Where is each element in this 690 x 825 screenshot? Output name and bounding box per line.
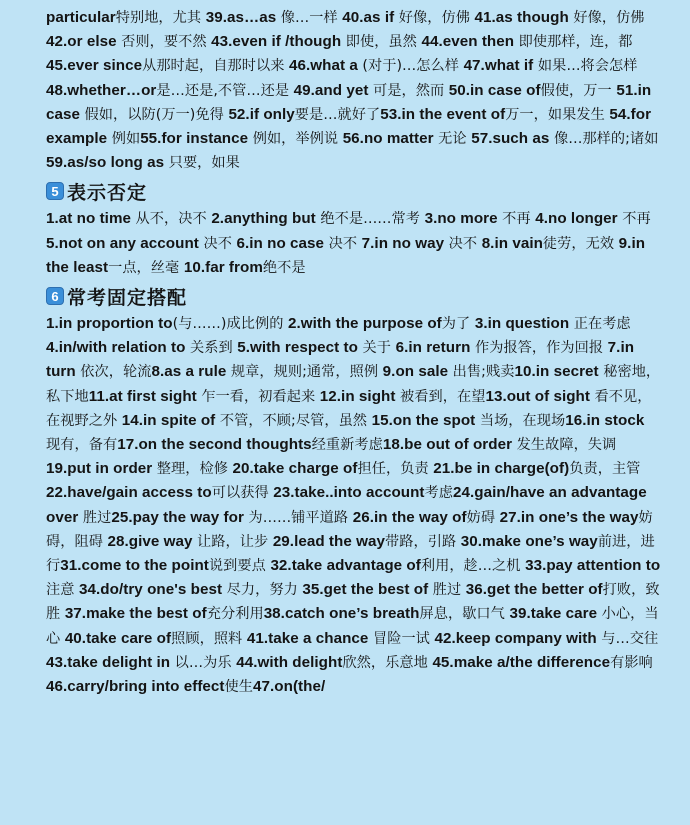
phrase-meaning: 说到要点 [208, 558, 271, 575]
phrase-term: 52.if only [228, 105, 295, 123]
phrase-term: 13.out of sight [485, 387, 590, 405]
phrase-meaning: 好像，仿佛 [394, 10, 475, 26]
phrase-meaning: 前进，进行 [46, 533, 655, 575]
phrase-term: 22.have/gain access to [46, 484, 212, 502]
phrase-term: 36.get the better of [465, 581, 603, 599]
phrase-meaning: 有影响 [610, 654, 653, 671]
phrase-term: 10.in secret [514, 363, 599, 381]
phrase-meaning: 照顾，照料 [171, 630, 247, 647]
phrase-meaning: 无论 [433, 131, 472, 148]
phrase-term: 24.gain/have an advantage over [46, 484, 647, 526]
phrase-meaning: 妨碍 [466, 509, 500, 526]
phrase-term: 44.even then [421, 33, 515, 51]
section-heading [46, 177, 662, 205]
phrase-meaning: 像…那样的;诸如 [549, 131, 659, 148]
phrase-meaning: 不再 [497, 211, 536, 228]
section-title: 常考固定搭配 [67, 286, 188, 309]
section-number-badge: 6 [46, 287, 64, 305]
phrase-meaning: 决不 [198, 235, 237, 252]
phrase-term: 1.at no time [46, 210, 131, 228]
phrase-term: 43.take delight in [46, 653, 171, 671]
phrase-term: 7.in turn [46, 339, 635, 381]
phrase-term: 6.in no case [236, 234, 325, 252]
phrase-term: 17.on the second thoughts [117, 436, 312, 454]
phrase-term: 41.take a chance [246, 629, 369, 647]
phrase-meaning: 秘密地，私下地 [46, 364, 661, 405]
phrase-term: 38.catch one’s breath [263, 605, 420, 623]
phrase-term: 45.ever since [46, 57, 143, 75]
phrase-meaning: 尽力，努力 [222, 582, 303, 599]
phrase-meaning: 屏息，歇口气 [419, 606, 510, 623]
phrase-term: 42.or else [46, 33, 117, 51]
phrase-term: 3.no more [424, 210, 498, 228]
phrase-term: 47.on(the/ [253, 678, 326, 696]
phrase-term: 51.in case [46, 81, 652, 123]
phrase-meaning: 小心，当心 [46, 606, 659, 647]
phrase-term: 31.come to the point [60, 557, 209, 575]
phrase-paragraph [46, 207, 662, 280]
phrase-meaning: 是…还是,不管…还是 [156, 82, 294, 99]
phrase-term: 21.be in charge(of) [433, 460, 570, 478]
phrase-term: 39.as…as [205, 9, 277, 26]
phrase-meaning: 不管，不顾;尽管，虽然 [215, 412, 372, 429]
phrase-meaning: 胜过 [428, 582, 466, 599]
phrase-meaning: 要是…就好了 [294, 106, 381, 123]
phrase-meaning: 假使，万一 [540, 82, 617, 99]
phrase-term: 56.no matter [342, 130, 434, 148]
phrase-meaning: 担任，负责 [357, 461, 434, 478]
phrase-meaning: 可是，然而 [368, 82, 449, 99]
phrase-meaning: 胜过 [78, 509, 112, 526]
phrase-term: 18.be out of order [382, 436, 513, 454]
phrase-meaning: 规章，规则;通常，照例 [226, 364, 383, 381]
phrase-meaning: 带路，引路 [385, 533, 461, 550]
phrase-meaning: 考虑 [424, 485, 454, 502]
phrase-meaning: 为了 [441, 316, 475, 333]
phrase-term: 55.for instance [140, 130, 249, 148]
phrase-meaning: 充分利用 [206, 606, 264, 623]
phrase-meaning: 否则，要不然 [116, 34, 212, 51]
phrase-term: 25.pay the way for [111, 508, 244, 526]
phrase-meaning: 即使那样，连，都 [514, 34, 633, 51]
phrase-term: 53.in the event of [380, 105, 506, 123]
phrase-term: 10.far from [183, 258, 263, 276]
phrase-term: 16.in stock [565, 411, 645, 429]
phrase-meaning: 利用，趁…之机 [420, 558, 526, 575]
phrase-term: 2.anything but [211, 210, 316, 228]
phrase-term: 54.for example [46, 105, 652, 148]
phrase-meaning: 使生 [224, 679, 254, 696]
phrase-meaning: (与……)成比例的 [172, 316, 289, 333]
phrase-meaning: 如果…将会怎样 [533, 58, 638, 75]
phrase-term: 14.in spite of [121, 411, 216, 429]
phrase-term: 4.no longer [535, 210, 618, 228]
phrase-term: 41.as though [474, 9, 569, 26]
phrase-term: 44.with delight [236, 653, 343, 671]
phrase-meaning: 整理，检修 [152, 461, 233, 478]
phrase-meaning: 当场，在现场 [475, 412, 566, 429]
phrase-term: 35.get the best of [302, 581, 429, 599]
phrase-term: 30.make one’s way [460, 532, 598, 550]
phrase-meaning: 好像，仿佛 [568, 10, 645, 26]
phrase-meaning: 不再 [617, 211, 651, 228]
phrase-term: 11.at first sight [88, 387, 197, 405]
phrase-term: 47.what if [463, 57, 534, 75]
phrase-term: 12.in sight [319, 387, 396, 405]
phrase-meaning: 冒险一试 [368, 630, 435, 647]
phrase-meaning: 绝不是 [262, 259, 306, 276]
phrase-meaning: 让路，让步 [192, 533, 273, 550]
phrase-meaning: 只要，如果 [164, 155, 240, 172]
phrase-meaning: 可以获得 [211, 485, 274, 502]
phrase-term: 46.what a [289, 57, 358, 75]
phrase-meaning: 与…交往 [596, 630, 659, 647]
phrase-term: 1.in proportion to [46, 315, 173, 333]
phrase-meaning: 负责，主管 [569, 461, 641, 478]
phrase-term: 32.take advantage of [270, 557, 421, 575]
phrase-term: 8.in vain [481, 234, 543, 252]
phrase-term: 46.carry/bring into effect [46, 678, 225, 696]
phrase-term: 6.in return [395, 339, 471, 357]
phrase-term: 5.not on any account [46, 234, 199, 252]
phrase-meaning: 打败，致胜 [46, 582, 660, 623]
phrase-meaning: 假如，以防(万一)免得 [80, 106, 229, 123]
phrase-meaning: 决不 [444, 235, 482, 252]
phrase-meaning: 特别地，尤其 [115, 10, 206, 26]
phrase-meaning: 以…为乐 [170, 654, 237, 671]
section-number-badge: 5 [46, 182, 64, 200]
phrase-meaning: 被看到，在望 [395, 388, 486, 405]
phrase-term: 2.with the purpose of [288, 315, 442, 333]
phrase-meaning: 现有，备有 [46, 437, 118, 454]
phrase-meaning: 依次，轮流 [75, 364, 152, 381]
phrase-term: 3.in question [474, 315, 570, 333]
phrase-meaning: 正在考虑 [569, 316, 631, 333]
phrase-term: 57.such as [471, 130, 550, 148]
phrase-meaning: 徒劳，无效 [542, 235, 619, 252]
phrase-meaning: 经重新考虑 [311, 437, 383, 454]
phrase-term: 39.take care [509, 605, 598, 623]
phrase-meaning: 注意 [46, 582, 80, 599]
phrase-term: 5.with respect to [237, 339, 358, 357]
phrase-term: 20.take charge of [232, 460, 358, 478]
phrase-term: 9.on sale [382, 363, 449, 381]
phrase-meaning: 欣然，乐意地 [342, 654, 433, 671]
phrase-term: 45.make a/the difference [432, 653, 611, 671]
phrase-term: 29.lead the way [272, 532, 385, 550]
phrase-meaning: 出售;贱卖 [448, 364, 515, 381]
phrase-meaning: 绝不是……常考 [315, 211, 425, 228]
phrase-term: 7.in no way [361, 234, 445, 252]
phrase-meaning: 从不，决不 [131, 211, 212, 228]
phrase-term: 28.give way [107, 532, 193, 550]
phrase-term: 42.keep company with [434, 629, 597, 647]
phrase-meaning: 万一，如果发生 [505, 106, 610, 123]
phrase-meaning: 乍一看，初看起来 [196, 388, 320, 405]
phrase-term: 9.in the least [46, 234, 646, 276]
section-heading [46, 282, 662, 310]
phrase-meaning: 决不 [324, 235, 362, 252]
phrase-term: 49.and yet [293, 81, 369, 99]
phrase-term: particular [46, 9, 116, 26]
phrase-term: 59.as/so long as [46, 154, 165, 172]
phrase-meaning: 从那时起，自那时以来 [142, 58, 290, 75]
phrase-meaning: 关系到 [185, 340, 238, 357]
phrase-paragraph [46, 6, 662, 175]
phrase-meaning: 例如 [107, 131, 141, 148]
phrase-meaning: (对于)…怎么样 [357, 58, 464, 75]
phrase-meaning: 发生故障，失调 [512, 437, 617, 454]
phrase-meaning: 一点，丝毫 [108, 259, 184, 276]
phrase-term: 8.as a rule [151, 363, 227, 381]
phrase-term: 48.whether…or [46, 81, 157, 99]
phrase-term: 23.take..into account [273, 484, 425, 502]
phrase-term: 15.on the spot [371, 411, 476, 429]
phrase-meaning: 例如，举例说 [248, 131, 343, 148]
phrase-term: 37.make the best of [64, 605, 207, 623]
phrase-meaning: 像…一样 [276, 10, 343, 26]
phrase-term: 40.as if [342, 9, 395, 26]
phrase-term: 34.do/try one's best [79, 581, 223, 599]
phrase-term: 26.in the way of [352, 508, 467, 526]
phrase-meaning: 关于 [357, 340, 396, 357]
phrase-meaning: 为……铺平道路 [243, 509, 353, 526]
phrase-meaning: 即使，虽然 [341, 34, 422, 51]
phrase-term: 4.in/with relation to [46, 339, 186, 357]
phrase-meaning: 妨碍，阻碍 [46, 509, 653, 550]
phrase-term: 19.put in order [46, 460, 153, 478]
phrase-term: 40.take care of [64, 629, 172, 647]
phrase-meaning: 作为报答，作为回报 [470, 340, 608, 357]
phrase-term: 50.in case of [448, 81, 541, 99]
phrase-term: 27.in one’s the way [499, 508, 639, 526]
phrase-term: 43.even if /though [211, 33, 342, 51]
phrase-paragraph [46, 312, 662, 699]
phrase-term: 33.pay attention to [525, 557, 661, 575]
phrase-meaning: 看不见，在视野之外 [46, 388, 652, 429]
section-title: 表示否定 [67, 181, 148, 204]
